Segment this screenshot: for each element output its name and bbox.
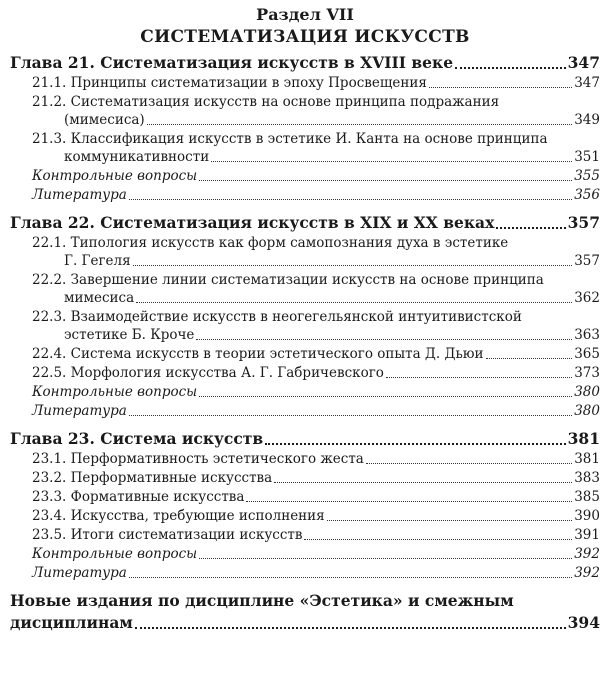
entry-title-line1: 22.3. Взаимодействие искусств в неогегельянской интуитивистской bbox=[32, 309, 522, 325]
page-number: 381 bbox=[567, 429, 600, 448]
dot-leader bbox=[135, 627, 566, 629]
page-number: 390 bbox=[574, 508, 600, 524]
page-number: 385 bbox=[574, 489, 600, 505]
chapter-heading[interactable] bbox=[10, 52, 600, 74]
toc-entry[interactable] bbox=[10, 450, 600, 468]
dot-leader bbox=[496, 227, 565, 229]
section-label: Раздел VII bbox=[256, 5, 354, 24]
entry-title: Контрольные вопросы bbox=[32, 384, 198, 400]
entry-title: 23.1. Перформативность эстетического жеста bbox=[32, 451, 364, 467]
toc-entry-review-questions[interactable] bbox=[10, 545, 600, 563]
page-number: 355 bbox=[574, 168, 600, 184]
entry-title-line1: 21.2. Систематизация искусств на основе принципа подражания bbox=[32, 94, 500, 110]
chapter-21 bbox=[10, 52, 600, 204]
entry-title-line1: 22.2. Завершение линии систематизации искусств на основе принципа bbox=[32, 272, 544, 288]
page-number: 392 bbox=[574, 565, 600, 581]
final-entry bbox=[10, 590, 600, 634]
entry-title-line1: 22.1. Типология искусств как форм самопознания духа в эстетике bbox=[32, 235, 509, 251]
page-number: 394 bbox=[567, 613, 600, 632]
page-number: 357 bbox=[567, 213, 600, 232]
entry-title: 23.2. Перформативные искусства bbox=[32, 470, 273, 486]
entry-title-line2: (мимесиса) bbox=[64, 112, 145, 128]
chapter-22 bbox=[10, 212, 600, 420]
entry-title: 22.5. Морфология искусства А. Г. Габричевского bbox=[32, 365, 384, 381]
entry-title: 23.5. Итоги систематизации искусств bbox=[32, 527, 303, 543]
section-header bbox=[10, 4, 600, 48]
dot-leader bbox=[274, 482, 572, 483]
toc-entry[interactable] bbox=[10, 507, 600, 525]
page-number: 381 bbox=[574, 451, 600, 467]
dot-leader bbox=[211, 161, 572, 162]
chapter-heading[interactable] bbox=[10, 590, 600, 634]
entry-title-line2: коммуникативности bbox=[64, 149, 210, 165]
final-title-line2: дисциплинам bbox=[10, 613, 133, 632]
dot-leader bbox=[455, 67, 566, 69]
chapter-title: Глава 21. Систематизация искусств в XVIII веке bbox=[10, 53, 454, 72]
entry-title: 23.4. Искусства, требующие исполнения bbox=[32, 508, 325, 524]
toc-entry-literature[interactable] bbox=[10, 186, 600, 204]
entry-title: Контрольные вопросы bbox=[32, 546, 198, 562]
dot-leader bbox=[486, 358, 573, 359]
entry-title: 23.3. Формативные искусства bbox=[32, 489, 245, 505]
dot-leader bbox=[129, 415, 572, 416]
dot-leader bbox=[199, 396, 572, 397]
page-number: 349 bbox=[574, 112, 600, 128]
chapter-title: Глава 22. Систематизация искусств в XIX и XX веках bbox=[10, 213, 495, 232]
dot-leader bbox=[129, 577, 572, 578]
page-number: 356 bbox=[574, 187, 600, 203]
page-number: 357 bbox=[574, 253, 600, 269]
chapter-23 bbox=[10, 428, 600, 582]
entry-title-line2: эстетике Б. Кроче bbox=[64, 327, 195, 343]
page-number: 362 bbox=[574, 290, 600, 306]
entry-title-line2: Г. Гегеля bbox=[64, 253, 131, 269]
entry-title-line1: 21.3. Классификация искусств в эстетике И. Канта на основе принципа bbox=[32, 131, 548, 147]
dot-leader bbox=[327, 520, 573, 521]
page-number: 392 bbox=[574, 546, 600, 562]
toc-entry[interactable] bbox=[10, 234, 600, 270]
entry-title: Литература bbox=[32, 403, 127, 419]
page-number: 380 bbox=[574, 403, 600, 419]
dot-leader bbox=[429, 87, 572, 88]
dot-leader bbox=[304, 539, 572, 540]
page-number: 391 bbox=[574, 527, 600, 543]
page-number: 351 bbox=[574, 149, 600, 165]
toc-entry-review-questions[interactable] bbox=[10, 383, 600, 401]
toc-entry-literature[interactable] bbox=[10, 402, 600, 420]
toc-entry-literature[interactable] bbox=[10, 564, 600, 582]
page-number: 383 bbox=[574, 470, 600, 486]
dot-leader bbox=[136, 302, 572, 303]
entry-title: Литература bbox=[32, 565, 127, 581]
chapter-heading[interactable] bbox=[10, 212, 600, 234]
page-number: 363 bbox=[574, 327, 600, 343]
page-number: 380 bbox=[574, 384, 600, 400]
page-number: 347 bbox=[567, 53, 600, 72]
toc-entry[interactable] bbox=[10, 271, 600, 307]
page-number: 347 bbox=[574, 75, 600, 91]
dot-leader bbox=[147, 124, 573, 125]
entry-title: Контрольные вопросы bbox=[32, 168, 198, 184]
dot-leader bbox=[196, 339, 572, 340]
toc-entry[interactable] bbox=[10, 488, 600, 506]
toc-entry[interactable] bbox=[10, 93, 600, 129]
dot-leader bbox=[199, 180, 572, 181]
toc-entry[interactable] bbox=[10, 526, 600, 544]
entry-title: 21.1. Принципы систематизации в эпоху Просвещения bbox=[32, 75, 427, 91]
toc-entry[interactable] bbox=[10, 345, 600, 363]
dot-leader bbox=[199, 558, 572, 559]
entry-title-line2: мимесиса bbox=[64, 290, 135, 306]
dot-leader bbox=[133, 265, 573, 266]
entry-title: 22.4. Система искусств в теории эстетического опыта Д. Дьюи bbox=[32, 346, 484, 362]
section-title: СИСТЕМАТИЗАЦИЯ ИСКУССТВ bbox=[140, 27, 470, 47]
dot-leader bbox=[129, 199, 572, 200]
toc-entry[interactable] bbox=[10, 74, 600, 92]
toc-entry[interactable] bbox=[10, 364, 600, 382]
toc-entry[interactable] bbox=[10, 469, 600, 487]
entry-title: Литература bbox=[32, 187, 127, 203]
toc-entry-review-questions[interactable] bbox=[10, 167, 600, 185]
toc-entry[interactable] bbox=[10, 130, 600, 166]
dot-leader bbox=[366, 463, 572, 464]
dot-leader bbox=[265, 443, 565, 445]
dot-leader bbox=[386, 377, 572, 378]
chapter-title: Глава 23. Система искусств bbox=[10, 429, 264, 448]
page-number: 373 bbox=[574, 365, 600, 381]
page-number: 365 bbox=[574, 346, 600, 362]
final-title-line1: Новые издания по дисциплине «Эстетика» и смежным bbox=[10, 591, 514, 610]
toc-entry[interactable] bbox=[10, 308, 600, 344]
dot-leader bbox=[246, 501, 572, 502]
chapter-heading[interactable] bbox=[10, 428, 600, 450]
